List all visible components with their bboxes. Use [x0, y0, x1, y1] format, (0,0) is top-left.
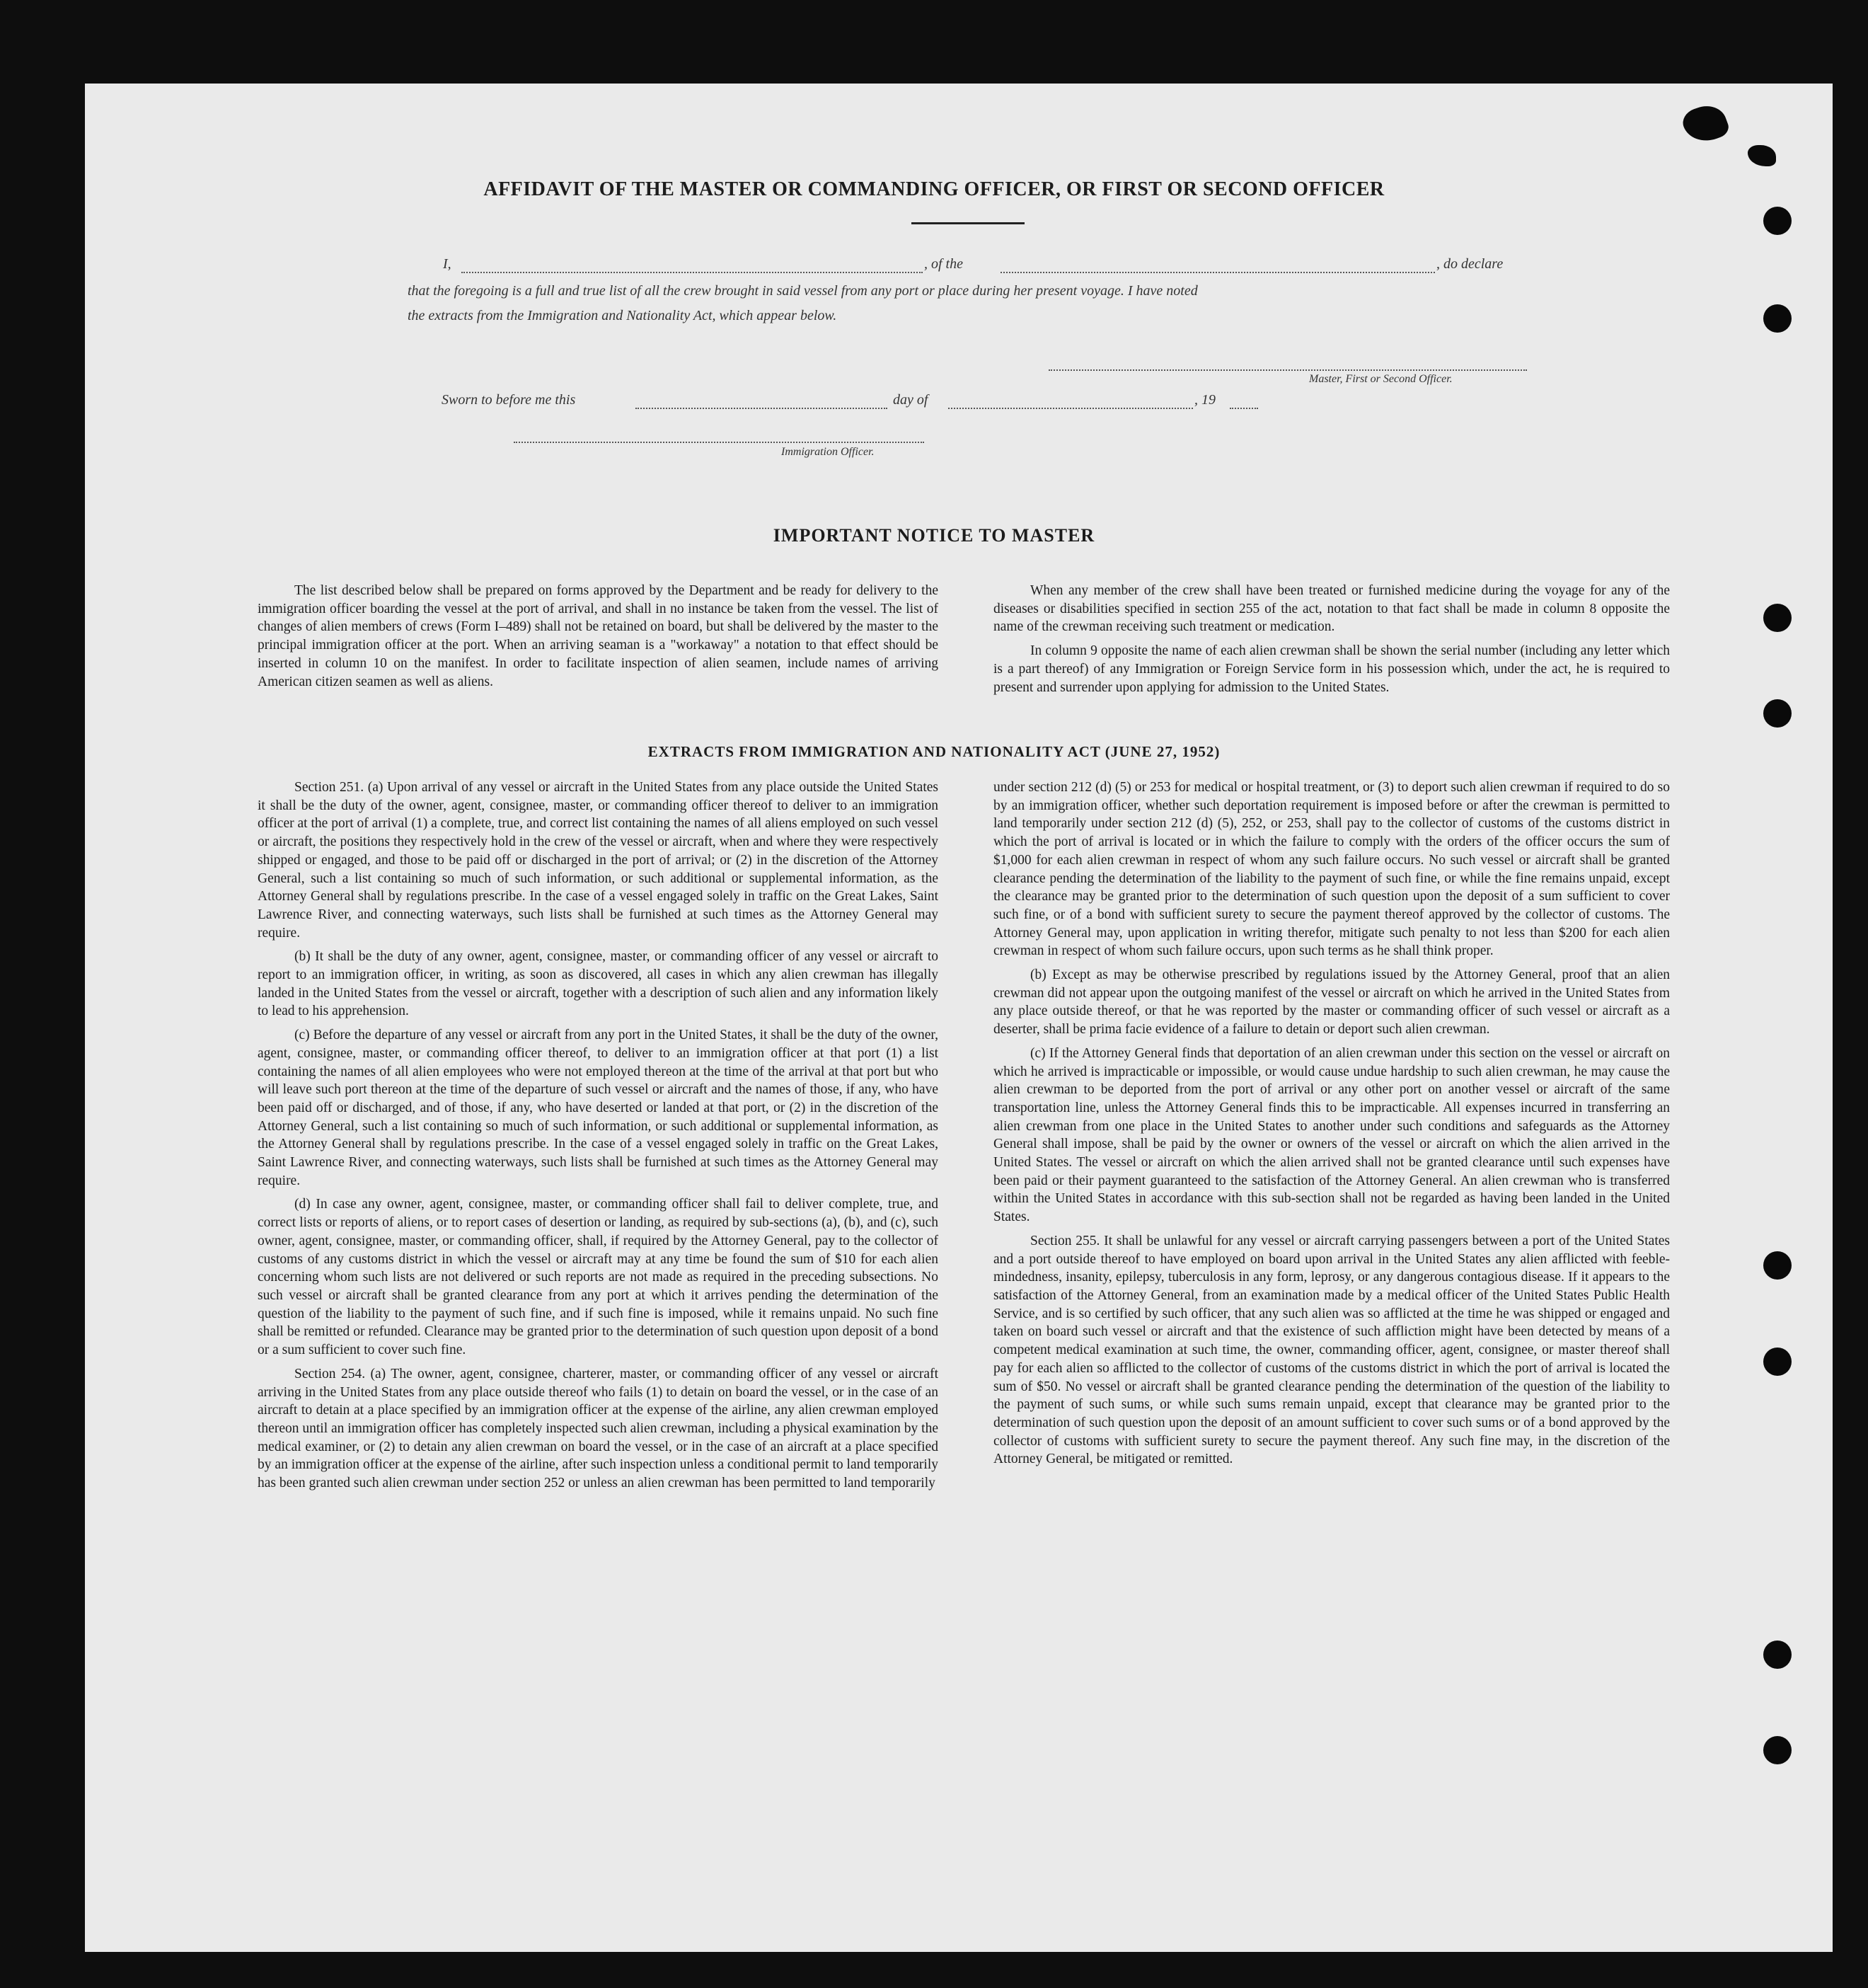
section-251d: (d) In case any owner, agent, consignee, master, or commanding officer shall fail to deliver complete, true, and correct lists or reports of aliens, or to report cases of desertion or landing, as required by sub-sections (a), (b), and (c), such owner, agent, consignee, master, or commanding officer, shall, if required by the Attorney General, pay to the collector of customs of any customs district in which the vessel or aircraft may at any time be found the sum of $10 for each alien concerning whom such lists are not delivered or such reports are not made as required in the preceding subsections. No such vessel or aircraft shall be granted clearance from any port at which it arrives pending the determination of the question of the liability to the payment of such fine, and if such fine is imposed, while it remains unpaid. No such fine shall be remitted or refunded. Clearance may be granted prior to the determination of such question upon deposit of a bond or a sum sufficient to cover such fine.: [258, 1197, 938, 1358]
sworn-month-field[interactable]: [948, 408, 1193, 409]
section-255: Section 255. It shall be unlawful for any vessel or aircraft carrying passengers between a port of the United States and a port outside thereof to have employed on board upon arrival in the United States any alien afflicted with feeble-mindedness, insanity, epilepsy, tuberculosis in any form, leprosy, or any dangerous contagious disease. If it appears to the satisfaction of the Attorney General, from an examination made by a medical officer of the United States Public Health Service, and is so certified by such officer, that any such alien was so afflicted at the time he was shipped or engaged and taken on board such vessel or aircraft and that the existence of such affliction might have been detected by means of a competent medical examination at such time, the owner, commanding officer, agent, consignee, or master thereof shall pay for each alien so afflicted to the collector of customs of the customs district in which the port of arrival is located the sum of $50. No vessel or aircraft shall be granted clearance pending the determination of the question of the liability to the payment of such sums, or while such sums remain unpaid, except that clearance may be granted prior to the determination of such question upon the deposit of an amount sufficient to cover such sums or of a bond approved by the collector of customs with sufficient surety to secure the payment thereof. Any such fine may, in the discretion of the Attorney General, be mitigated or remitted.: [993, 1233, 1670, 1467]
affidavit-title: AFFIDAVIT OF THE MASTER OR COMMANDING OFFICER, OR FIRST OR SECOND OFFICER: [483, 178, 1385, 200]
notice-right-column: [993, 582, 1670, 702]
punch-hole: [1763, 207, 1792, 235]
punch-hole: [1763, 1736, 1792, 1764]
punch-hole: [1763, 1641, 1792, 1669]
notice-paragraph: The list described below shall be prepared on forms approved by the Department and be ready for delivery to the immigration officer boarding the vessel at the port of arrival, and shall in no instance be taken from the vessel. The list of changes of alien members of crews (Form I–489) shall not be retained on board, but shall be delivered by the master to the principal immigration officer at the port. When an arriving seaman is a "workaway" a notation to that effect should be inserted in column 10 on the manifest. In order to facilitate inspection of alien seamen, include names of arriving American citizen seamen as well as aliens.: [258, 583, 938, 689]
section-251c: (c) Before the departure of any vessel or aircraft from any port in the United States, it shall be the duty of the owner, agent, consignee, master, or commanding officer thereof, to deliver to an immigration officer at that port (1) a list containing the names of all alien employees who were not employed thereon at the time of the arrival at that port but who will leave such port thereon at the time of the departure of such vessel or aircraft and the names of those, if any, who have been paid off or discharged, and of those, if any, who have deserted or landed at that port, or (2) in the discretion of the Attorney General, such a list containing so much of such information, or such additional or supplemental information, as the Attorney General shall by regulations prescribe. In the case of a vessel engaged solely in traffic on the Great Lakes, Saint Lawrence River, and connecting waterways, such lists shall be furnished at such times as the Attorney General may require.: [258, 1028, 938, 1188]
sworn-date-field[interactable]: [635, 408, 887, 409]
punch-hole: [1763, 699, 1792, 728]
sworn-day-label: day of: [893, 392, 928, 408]
notice-paragraph: When any member of the crew shall have been treated or furnished medicine during the voyage for any of the diseases or disabilities specified in section 255 of the act, notation to that fact shall be made in column 8 opposite the name of the crewman receiving such treatment or medication.: [993, 583, 1670, 635]
declaration-line-3: the extracts from the Immigration and Nationality Act, which appear below.: [408, 308, 837, 323]
section-251b: (b) It shall be the duty of any owner, agent, consignee, master, or commanding officer of any vessel or aircraft to report to an immigration officer, in writing, as soon as discovered, all cases in which any alien crewman has illegally landed in the United States from the vessel or aircraft, together with a description of such alien and any information likely to lead to his apprehension.: [258, 949, 938, 1019]
declaration-mid: , of the: [924, 256, 963, 272]
declaration-prefix: I,: [443, 256, 451, 272]
officer-caption: Immigration Officer.: [781, 446, 875, 458]
section-254a: Section 254. (a) The owner, agent, consignee, charterer, master, or commanding officer of any vessel or aircraft arriving in the United States from any place outside thereof who fails (1) to detain on board the vessel, or in the case of an aircraft to detain at a place specified by an immigration officer at the expense of the airline, any alien crewman employed thereon until an immigration officer has completely inspected such alien crewman, including a physical examination by the medical examiner, or (2) to detain any alien crewman on board the vessel, or in the case of an aircraft at a place specified by an immigration officer at the expense of the airline, after such inspection unless a conditional permit to land temporarily has been granted such alien crewman under section 252 or unless an alien crewman has been permitted to land temporarily: [258, 1366, 938, 1491]
notice-paragraph: In column 9 opposite the name of each alien crewman shall be shown the serial number (including any letter which is a part thereof) of any Immigration or Foreign Service form in his possession which, under the act, he is required to present and surrender upon applying for admission to the United States.: [993, 643, 1670, 695]
sworn-prefix: Sworn to before me this: [442, 392, 576, 408]
vessel-field[interactable]: [1001, 272, 1435, 273]
section-251a: Section 251. (a) Upon arrival of any vessel or aircraft in the United States from any place outside the United States it shall be the duty of the owner, agent, consignee, master, or commanding officer thereof to deliver to an immigration officer at the port of arrival (1) a complete, true, and correct list containing the names of all aliens employed on such vessel or aircraft, the positions they respectively hold in the crew of the vessel or aircraft, when and where they were respectively shipped or engaged, and those to be paid off or discharged in the port of arrival; or (2) in the discretion of the Attorney General, such a list containing so much of such information, or such additional or supplemental information, as the Attorney General shall by regulations prescribe. In the case of a vessel engaged solely in traffic on the Great Lakes, Saint Lawrence River, and connecting waterways, such lists shall be furnished at such times as the Attorney General may require.: [258, 780, 938, 941]
section-254b: (b) Except as may be otherwise prescribed by regulations issued by the Attorney General, proof that an alien crewman did not appear upon the outgoing manifest of the vessel or aircraft on which he arrived in the United States from any place outside thereof, or that he was reported by the master or commanding officer of such vessel or aircraft as a deserter, shall be prima facie evidence of a failure to detain or deport such alien crewman.: [993, 967, 1670, 1038]
extracts-left-column: [258, 778, 938, 1498]
notice-left-column: [258, 582, 938, 696]
extracts-right-column: [993, 778, 1670, 1474]
punch-hole: [1763, 1251, 1792, 1280]
punch-hole: [1763, 604, 1792, 632]
title-rule: [911, 222, 1025, 224]
declaration-line-2: that the foregoing is a full and true list of all the crew brought in said vessel from any port or place during her present voyage. I have noted: [408, 283, 1198, 299]
punch-hole: [1763, 1348, 1792, 1376]
extracts-title: EXTRACTS FROM IMMIGRATION AND NATIONALITY ACT (JUNE 27, 1952): [647, 743, 1221, 760]
declaration-suffix: , do declare: [1436, 256, 1504, 272]
punch-hole: [1763, 304, 1792, 333]
sworn-year-field[interactable]: [1230, 408, 1258, 409]
notice-title: IMPORTANT NOTICE TO MASTER: [773, 525, 1095, 546]
master-caption: Master, First or Second Officer.: [1309, 373, 1453, 385]
name-field[interactable]: [461, 272, 923, 273]
officer-signature-field[interactable]: [514, 442, 924, 443]
section-254a-cont: under section 212 (d) (5) or 253 for medical or hospital treatment, or (3) to deport such alien crewman if required to do so by an immigration officer, whether such deportation requirement is imposed before or after the crewman is permitted to land temporarily under section 212 (d) (5), 252, or 253, shall pay to the collector of customs of the customs district in which the port of arrival is located or in which the failure to comply with the orders of the officer occurs the sum of $1,000 for each alien crewman in respect of whom any such failure occurs. No such vessel or aircraft shall be granted clearance pending the determination of the liability to the payment of such fine, or while the fine remains unpaid, except the clearance may be granted prior to the determination of such question upon the deposit of a sum sufficient to cover such fine, or of a bond with sufficient surety to secure the payment thereof approved by the collector of customs. The Attorney General may, upon application in writing therefor, mitigate such penalty to not less than $200 for each alien crewman in respect of whom such failure occurs, upon such terms as he shall think proper.: [993, 780, 1670, 959]
sworn-year-label: , 19: [1194, 392, 1216, 408]
section-254c: (c) If the Attorney General finds that deportation of an alien crewman under this section on the vessel or aircraft on which he arrived is impracticable or impossible, or would cause undue hardship to such alien crewman, he may cause the alien crewman to be deported from the port of arrival or any other port on another vessel or aircraft of the same transportation line, unless the Attorney General finds this to be impracticable. All expenses incurred in transferring an alien crewman from one place in the United States to another under such conditions and safeguards as the Attorney General shall impose, shall be paid by the owner or owners of the vessel or aircraft on which the alien arrived in the United States. The vessel or aircraft on which the alien arrived shall not be granted clearance until such expenses have been paid or their payment guaranteed to the satisfaction of the Attorney General. An alien crewman who is transferred within the United States in accordance with this sub-section shall not be regarded as having been landed in the United States.: [993, 1045, 1670, 1225]
master-signature-field[interactable]: [1049, 369, 1527, 371]
